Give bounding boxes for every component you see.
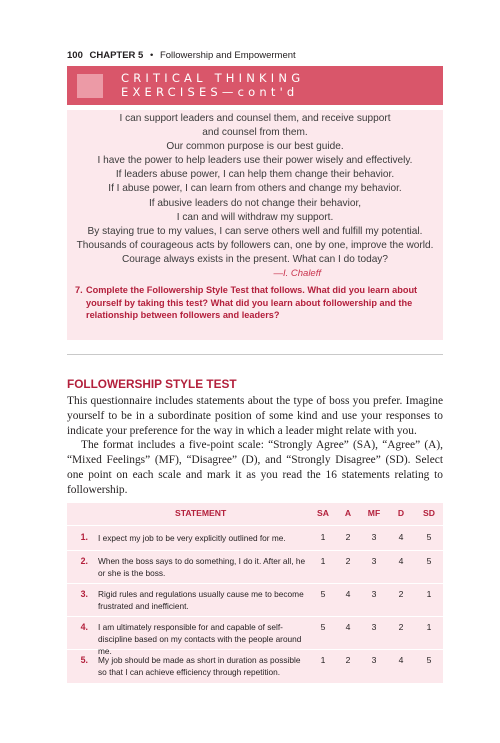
- poem-author: —I. Chaleff: [273, 268, 321, 280]
- score-d[interactable]: 4: [398, 655, 404, 665]
- poem-line: and counsel from them.: [202, 127, 308, 139]
- col-header-statement: STATEMENT: [175, 508, 227, 518]
- row-number: 4.: [80, 622, 88, 632]
- table-row: [67, 551, 443, 584]
- score-d[interactable]: 2: [398, 589, 404, 599]
- critical-thinking-banner: [67, 66, 443, 105]
- score-sd[interactable]: 5: [426, 532, 432, 542]
- score-sa[interactable]: 5: [320, 622, 326, 632]
- followership-style-table: [67, 503, 443, 683]
- exercise-number: 7.: [75, 285, 83, 295]
- score-a[interactable]: 4: [345, 622, 351, 632]
- row-number: 5.: [80, 655, 88, 665]
- intro-paragraph: This questionnaire includes statements about the type of boss you prefer. Imagine yourself to be in a subordinate position of some kind and use your responses to indicate your preference for the way in which a leader might relate with you.: [67, 395, 443, 437]
- score-d[interactable]: 4: [398, 556, 404, 566]
- poem-line: Thousands of courageous acts by followers can, one by one, improve the world.: [76, 239, 434, 251]
- score-mf[interactable]: 3: [371, 622, 377, 632]
- col-header-sa: SA: [317, 508, 329, 518]
- score-sd[interactable]: 1: [426, 589, 432, 599]
- score-a[interactable]: 2: [345, 556, 351, 566]
- table-header-row: [67, 503, 443, 526]
- score-a[interactable]: 2: [345, 655, 351, 665]
- row-statement: My job should be made as short in duration as possible so that I can achieve efficiency through repetition.: [98, 655, 301, 678]
- poem-line: If I abuse power, I can learn from others and change my behavior.: [108, 183, 402, 195]
- banner-title-line2: EXERCISES—cont'd: [121, 85, 299, 99]
- score-d[interactable]: 4: [398, 532, 404, 542]
- col-header-a: A: [344, 508, 352, 518]
- score-d[interactable]: 2: [398, 622, 404, 632]
- score-sa[interactable]: 1: [320, 556, 326, 566]
- row-statement: I expect my job to be very explicitly outlined for me.: [98, 533, 286, 543]
- section-body: [67, 394, 443, 498]
- banner-title-line1: CRITICAL THINKING: [121, 71, 305, 85]
- poem-line: I can support leaders and counsel them, and receive support: [119, 113, 391, 124]
- row-number: 2.: [80, 556, 88, 566]
- score-sa[interactable]: 5: [320, 589, 326, 599]
- score-mf[interactable]: 3: [371, 556, 377, 566]
- col-header-d: D: [397, 508, 405, 518]
- poem-line: Our common purpose is our best guide.: [166, 141, 344, 153]
- page-number: 100: [67, 50, 83, 61]
- poem-line: I can and will withdraw my support.: [176, 211, 334, 223]
- exercise-box: [67, 280, 443, 340]
- chapter-title: Followership and Empowerment: [159, 50, 296, 61]
- banner-square-decoration: [77, 74, 103, 98]
- score-sd[interactable]: 5: [426, 655, 432, 665]
- table-row: [67, 526, 443, 551]
- row-number: 3.: [80, 589, 88, 599]
- poem-line: Courage always exists in the present. What can I do today?: [122, 253, 388, 265]
- score-mf[interactable]: 3: [371, 589, 377, 599]
- section-divider: [67, 354, 443, 355]
- score-mf[interactable]: 3: [371, 655, 377, 665]
- chapter-label: CHAPTER 5: [89, 50, 144, 61]
- score-sa[interactable]: 1: [320, 532, 326, 542]
- poem-box: [67, 110, 443, 286]
- row-statement: I am ultimately responsible for and capable of self-discipline based on my contacts with the people around me.: [98, 622, 302, 657]
- score-mf[interactable]: 3: [371, 532, 377, 542]
- format-paragraph: The format includes a five-point scale: “Strongly Agree” (SA), “Agree” (A), “Mixed Feelings” (MF), “Disagree” (D), and “Strongly Disagree” (SD). Select one point on each scale and mark it as you read the 16 statements relating to followership.: [67, 439, 443, 496]
- score-a[interactable]: 4: [345, 589, 351, 599]
- col-header-sd: SD: [423, 508, 435, 518]
- poem-line: I have the power to help leaders use their power wisely and effectively.: [97, 155, 413, 167]
- table-row: [67, 584, 443, 617]
- poem-line: If abusive leaders do not change their behavior,: [148, 197, 362, 209]
- section-heading: FOLLOWERSHIP STYLE TEST: [67, 377, 237, 391]
- running-header: [67, 50, 296, 61]
- row-statement: Rigid rules and regulations usually cause me to become frustrated and inefficient.: [98, 589, 304, 612]
- poem-line: If leaders abuse power, I can help them change their behavior.: [115, 169, 395, 181]
- score-sd[interactable]: 5: [426, 556, 432, 566]
- row-number: 1.: [80, 532, 88, 542]
- poem-line: By staying true to my values, I can serve others well and fulfill my potential.: [87, 225, 423, 237]
- table-row: [67, 617, 443, 657]
- header-separator: •: [149, 50, 154, 61]
- score-sd[interactable]: 1: [426, 622, 432, 632]
- table-row: [67, 650, 443, 683]
- row-statement: When the boss says to do something, I do it. After all, he or she is the boss.: [98, 556, 306, 579]
- col-header-mf: MF: [367, 508, 381, 518]
- score-sa[interactable]: 1: [320, 655, 326, 665]
- score-a[interactable]: 2: [345, 532, 351, 542]
- exercise-question: [75, 284, 435, 322]
- exercise-text: Complete the Followership Style Test that follows. What did you learn about yourself by taking this test? What did you learn about followership and the relationship between followers and leaders?: [86, 285, 418, 321]
